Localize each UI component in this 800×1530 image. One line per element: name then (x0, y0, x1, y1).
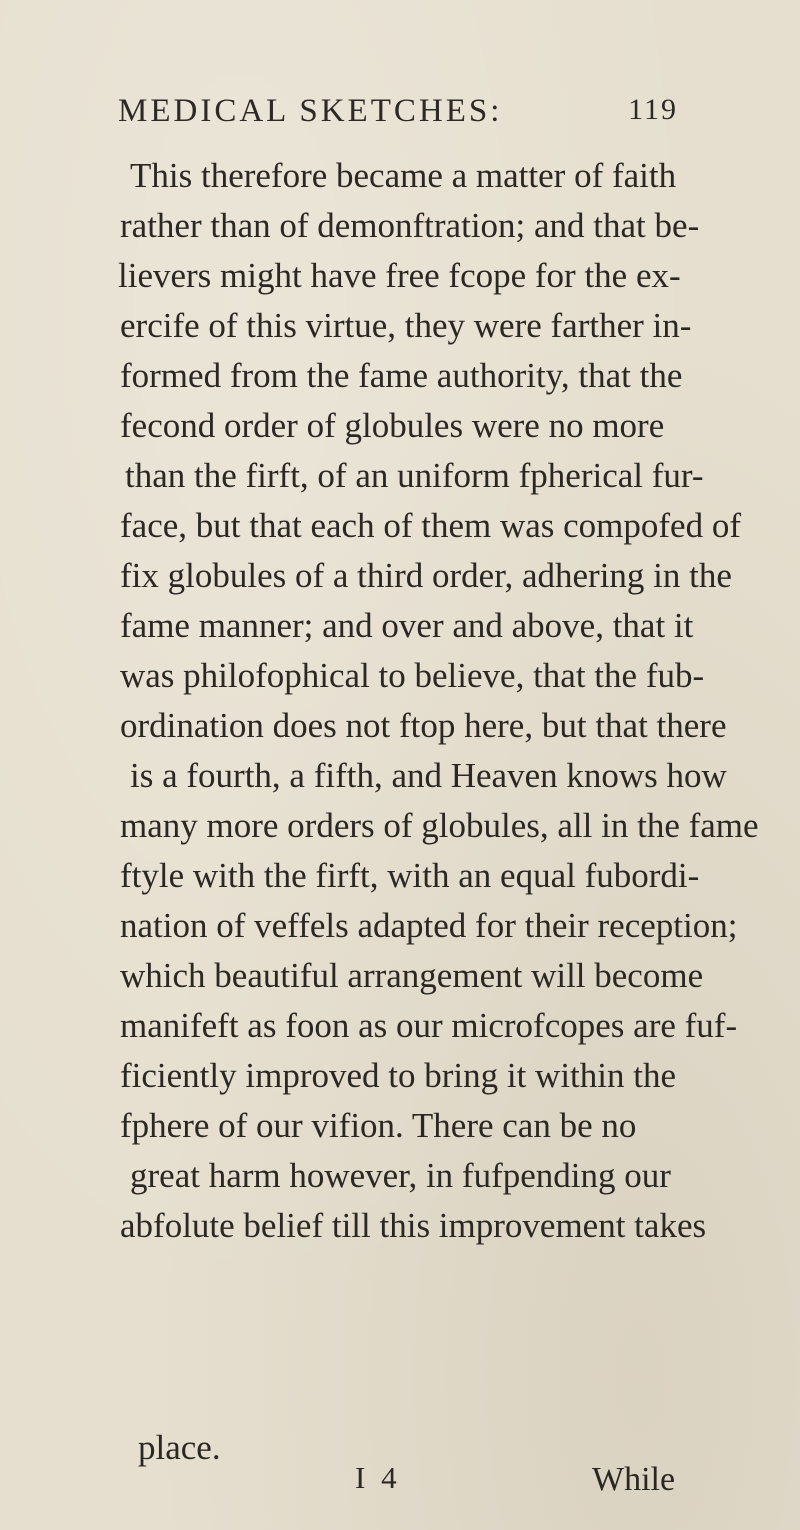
text-line: face, but that each of them was compofed of (120, 506, 741, 545)
text-line: fame manner; and over and above, that it (120, 606, 694, 645)
text-line: fecond order of globules were no more (120, 406, 665, 445)
running-title: MEDICAL SKETCHES: (118, 93, 503, 129)
signature-mark: I 4 (355, 1460, 401, 1495)
catchword: While (592, 1461, 676, 1498)
text-line: ercife of this virtue, they were farther in- (120, 306, 692, 345)
text-line: which beautiful arrangement will become (120, 956, 704, 995)
text-line: ftyle with the firft, with an equal fubordi- (120, 856, 700, 895)
text-line: than the firft, of an uniform fpherical fur- (125, 456, 704, 495)
running-head (118, 93, 678, 133)
text-line: is a fourth, a fifth, and Heaven knows how (130, 756, 727, 795)
text-line: formed from the fame authority, that the (120, 356, 683, 395)
text-line: fix globules of a third order, adhering in the (120, 556, 732, 595)
text-line: many more orders of globules, all in the fame (120, 806, 759, 845)
text-line: fphere of our vifion. There can be no (120, 1106, 637, 1145)
text-line: manifeft as foon as our microfcopes are fuf- (120, 1006, 738, 1045)
text-line: ficiently improved to bring it within the (120, 1056, 677, 1095)
text-line: nation of veffels adapted for their reception; (120, 906, 738, 945)
text-line: rather than of demonftration; and that be- (120, 206, 700, 245)
text-line: This therefore became a matter of faith (130, 156, 677, 195)
text-line: ordination does not ftop here, but that there (120, 706, 727, 745)
text-line: lievers might have free fcope for the ex- (118, 256, 681, 295)
text-line: abfolute belief till this improvement takes (120, 1206, 707, 1245)
final-line: place. (138, 1428, 221, 1467)
text-line: was philofophical to believe, that the fub- (120, 656, 705, 695)
page-number: 119 (628, 93, 678, 126)
text-line: great harm however, in fufpending our (130, 1156, 671, 1195)
